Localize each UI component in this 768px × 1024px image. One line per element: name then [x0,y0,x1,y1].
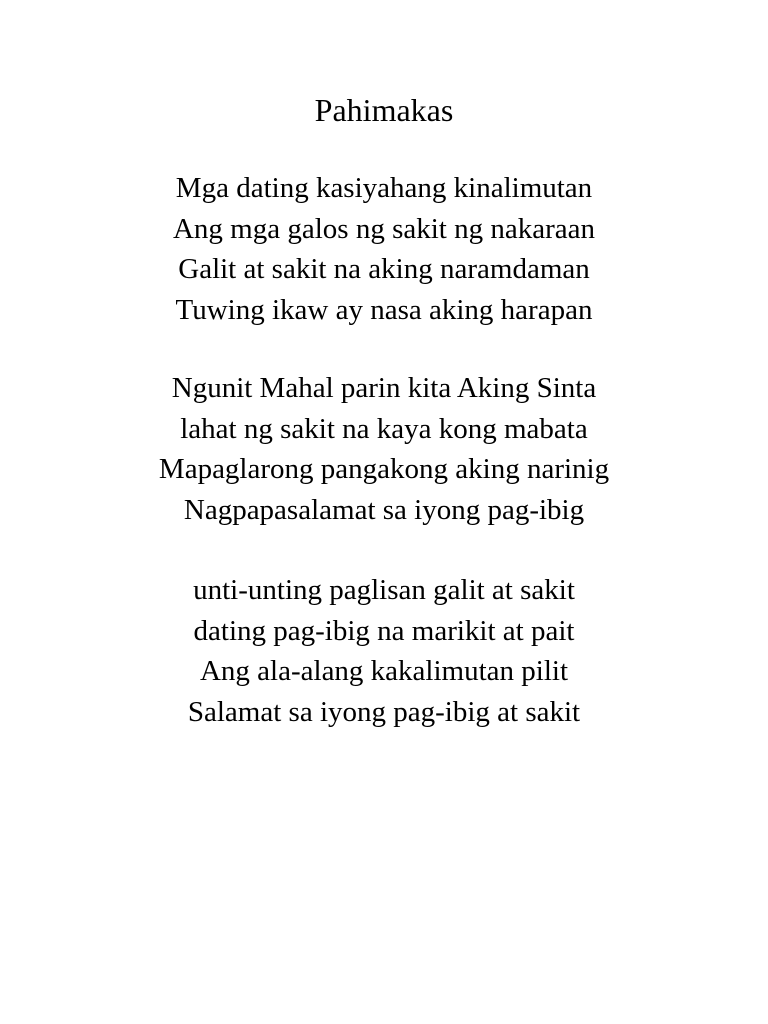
poem-line: Ngunit Mahal parin kita Aking Sinta [171,372,597,404]
poem-stanza-2 [0,368,768,530]
poem-line: Ang mga galos ng sakit ng nakaraan [172,212,595,245]
poem-line: Tuwing ikaw ay nasa aking harapan [175,293,593,326]
poem-line: Salamat sa iyong pag-ibig at sakit [187,695,581,728]
poem-line: Ang ala-alang kakalimutan pilit [199,655,569,687]
poem-line: Galit at sakit na aking naramdaman [178,253,590,285]
poem-line: Mapaglarong pangakong aking narinig [158,453,610,485]
poem-line: Nagpapasalamat sa iyong pag-ibig [183,493,585,526]
poem-stanza-3 [0,570,768,732]
poem-line: dating pag-ibig na marikit at pait [193,614,575,647]
poem-stanza-1 [0,168,768,330]
poem-line: lahat ng sakit na kaya kong mabata [180,412,588,445]
poem-line: Mga dating kasiyahang kinalimutan [175,172,593,204]
poem-line: unti-unting paglisan galit at sakit [193,574,575,606]
poem-title: Pahimakas [314,92,454,128]
